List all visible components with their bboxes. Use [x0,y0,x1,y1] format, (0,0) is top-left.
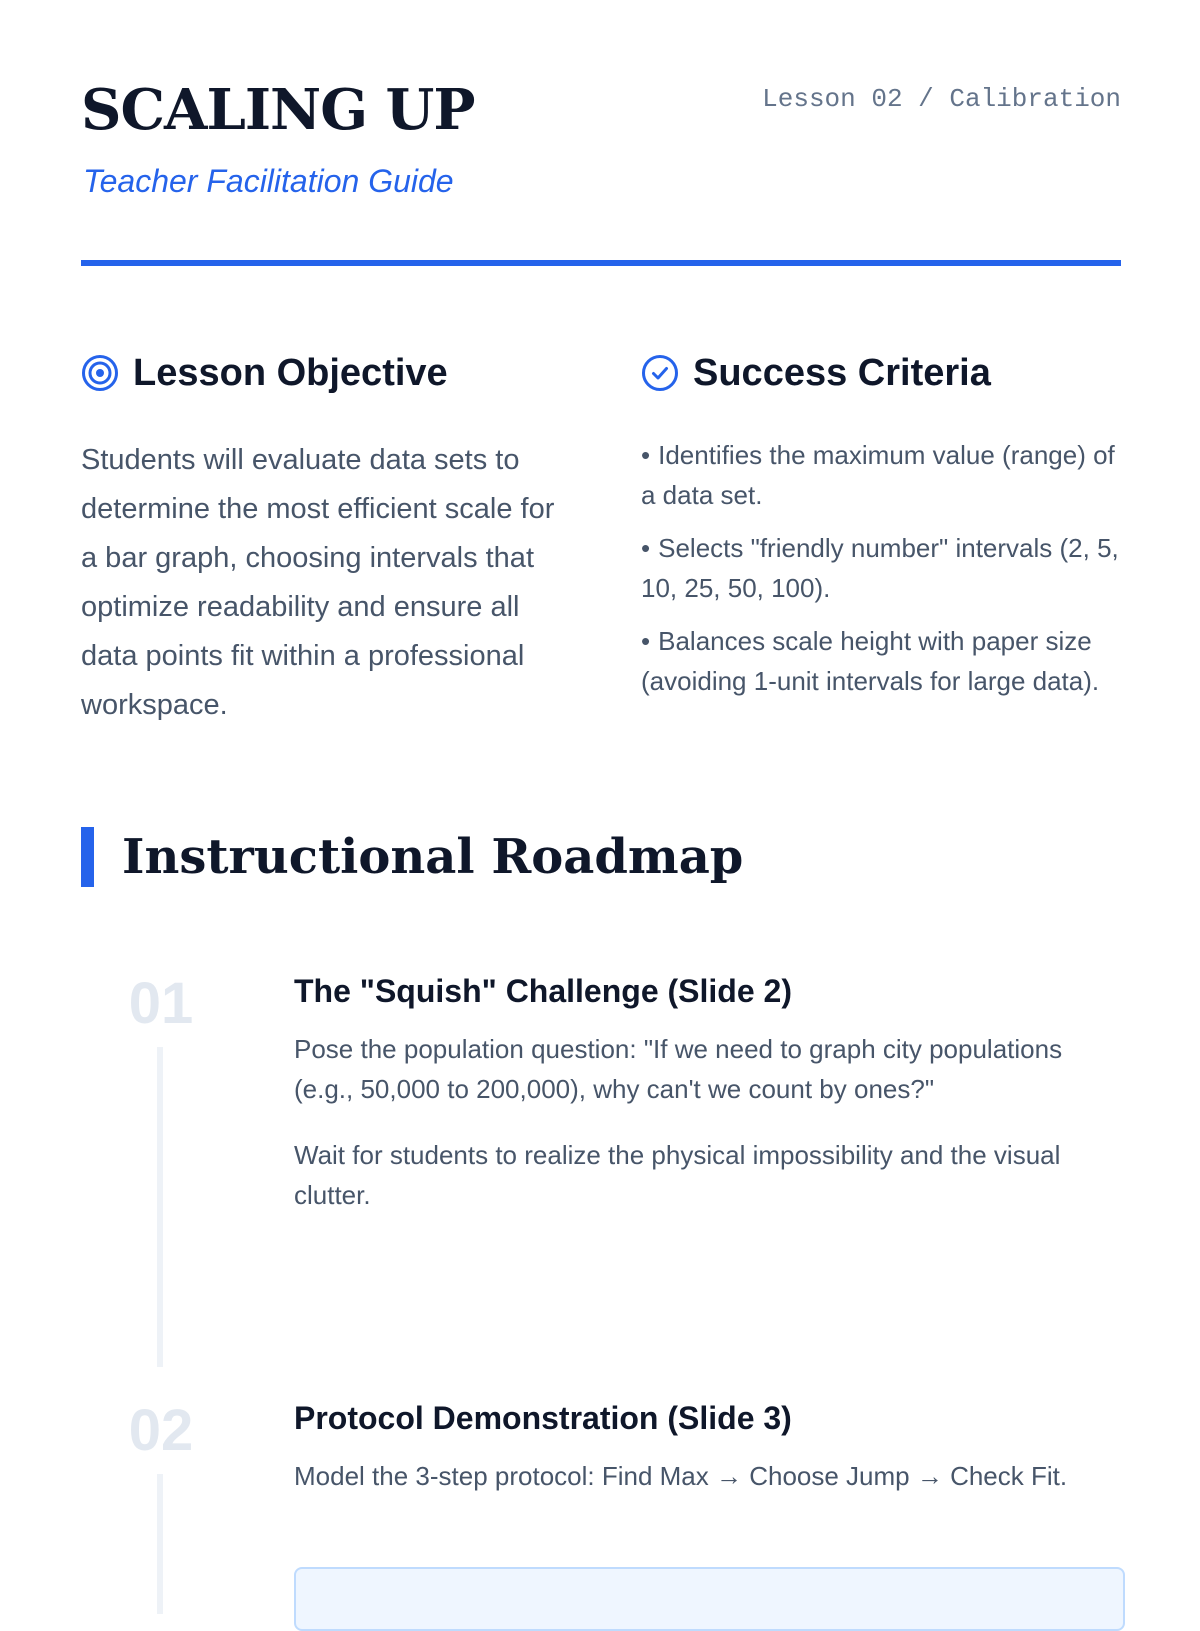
step-paragraph: Wait for students to realize the physical impossibility and the visual clutter. [294,1140,1061,1210]
lesson-tag: Lesson 02 / Calibration [762,84,1121,114]
step-title: The "Squish" Challenge (Slide 2) [294,973,792,1009]
criteria-item-text: Selects "friendly number" intervals (2, 5, 10, 25, 50, 100). [641,533,1119,603]
criteria-item [641,528,1121,608]
step-number: 02 [128,1398,194,1463]
roadmap-accent-bar [81,827,94,887]
success-criteria-header [641,350,1121,396]
step-connector-line [157,1047,163,1367]
bullet-icon: • [641,533,651,563]
lesson-objective-heading: Lesson Objective [133,352,448,394]
criteria-item [641,621,1121,701]
roadmap-header [81,827,743,887]
roadmap-heading: Instructional Roadmap [122,829,744,885]
success-criteria-list [641,435,1121,701]
step-paragraph: Model the 3-step protocol: Find Max → Choose Jump → Check Fit. [294,1461,1068,1491]
bullet-icon: • [641,440,651,470]
lesson-objective-panel [81,350,561,730]
lesson-objective-text: Students will evaluate data sets to determine the most efficient scale for a bar graph, choosing intervals that optimize readability and ensure all data points fit within a professional workspace. [81,444,555,721]
step-number: 01 [128,971,194,1036]
step-content [294,1402,1121,1496]
criteria-item [641,435,1121,515]
success-criteria-heading: Success Criteria [693,352,991,394]
callout-box [294,1567,1125,1631]
guide-page [81,0,1121,1491]
page-title: SCALING UP [81,77,475,143]
step-paragraph: Pose the population question: "If we need to graph city populations (e.g., 50,000 to 200,000), why can't we count by ones?" [294,1034,1063,1104]
criteria-item-text: Identifies the maximum value (range) of a data set. [641,440,1115,510]
objective-criteria-section [81,350,1121,750]
lesson-objective-header [81,350,561,396]
target-icon [81,354,119,392]
success-criteria-panel [641,350,1121,714]
check-circle-icon [641,354,679,392]
page-header [81,0,1121,268]
step-connector-line [157,1474,163,1614]
step-title: Protocol Demonstration (Slide 3) [294,1400,792,1436]
header-divider [81,260,1121,266]
criteria-item-text: Balances scale height with paper size (avoiding 1-unit intervals for large data). [641,626,1100,696]
bullet-icon: • [641,626,651,656]
step-content [294,975,1121,1215]
page-subtitle: Teacher Facilitation Guide [83,163,454,199]
